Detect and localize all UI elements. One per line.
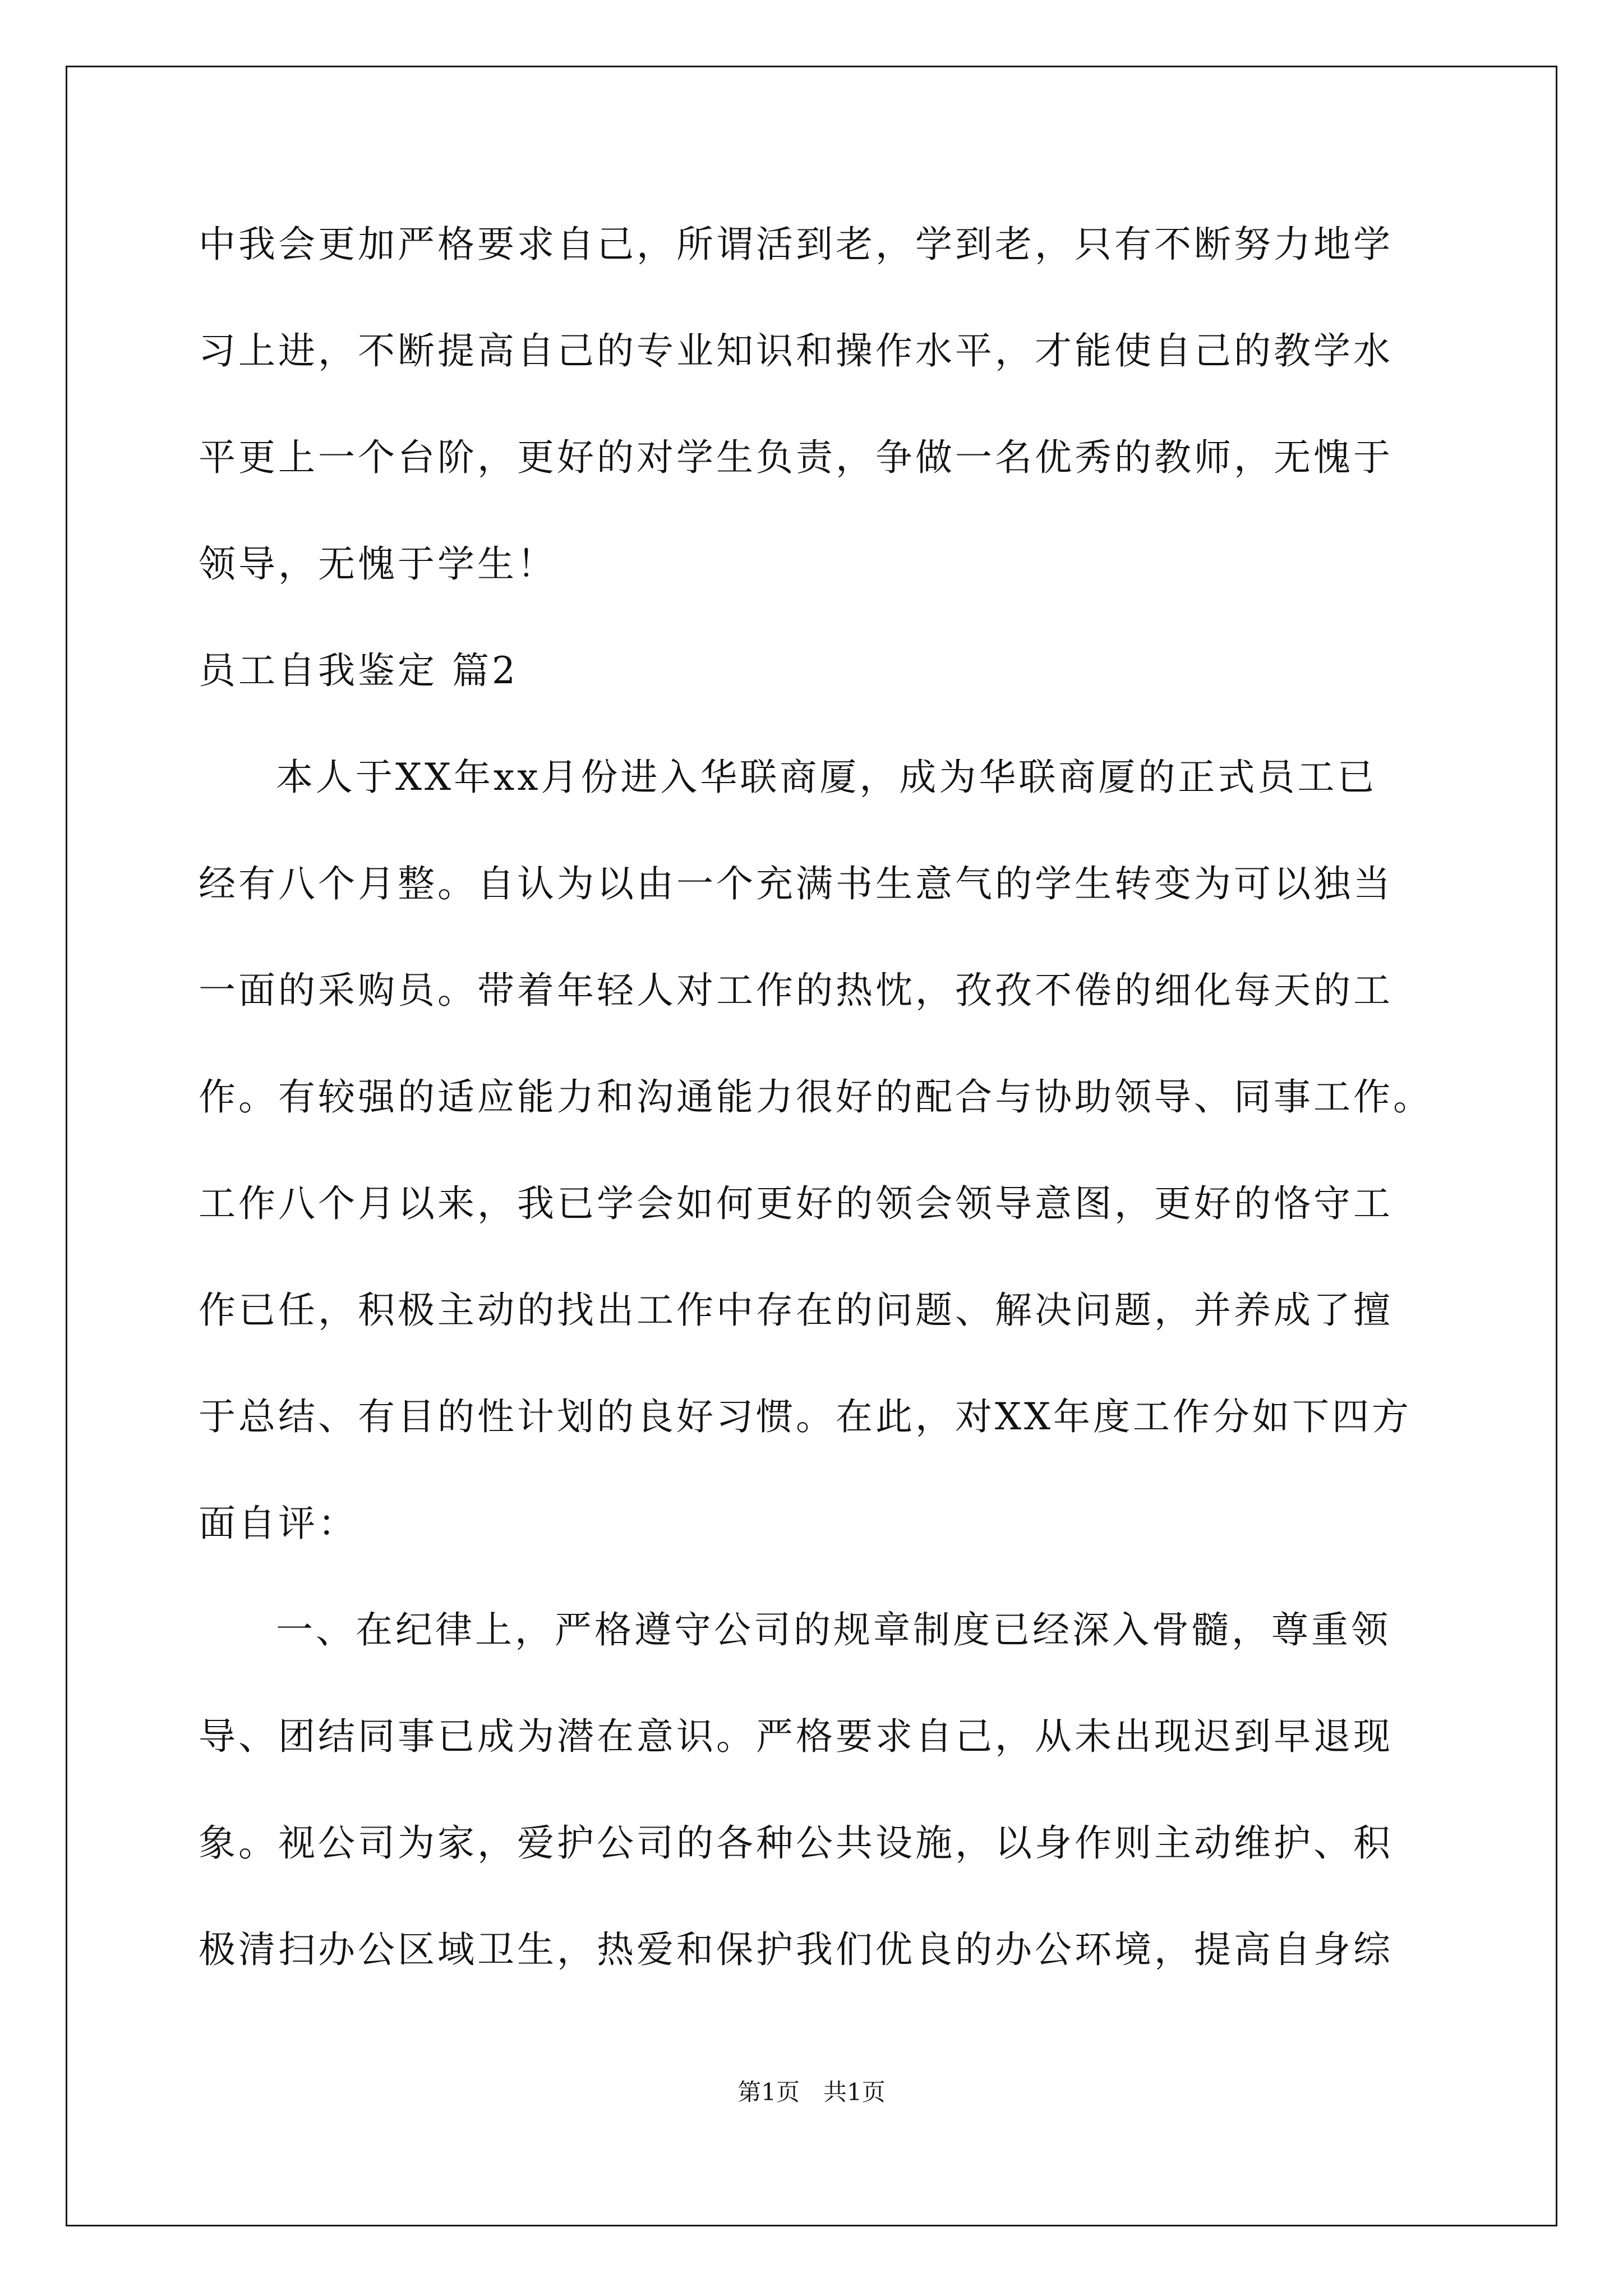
body-text-line: 作。有较强的适应能力和沟通能力很好的配合与协助领导、同事工作。 <box>199 1075 1433 1119</box>
body-text-line: 工作八个月以来，我已学会如何更好的领会领导意图，更好的恪守工 <box>199 1182 1393 1225</box>
page-border <box>66 66 1557 2226</box>
body-text-line: 平更上一个台阶，更好的对学生负责，争做一名优秀的教师，无愧于 <box>199 436 1393 479</box>
body-text-line: 一面的采购员。带着年轻人对工作的热忱，孜孜不倦的细化每天的工 <box>199 969 1393 1012</box>
body-text-line: 一、在纪律上，严格遵守公司的规章制度已经深入骨髓，尊重领 <box>276 1608 1391 1651</box>
body-text-line: 经有八个月整。自认为以由一个充满书生意气的学生转变为可以独当 <box>199 862 1393 905</box>
body-text-line: 本人于XX年xx月份进入华联商厦，成为华联商厦的正式员工已 <box>276 756 1377 799</box>
body-text-line: 中我会更加严格要求自己，所谓活到老，学到老，只有不断努力地学 <box>199 223 1393 266</box>
section-heading: 员工自我鉴定 篇2 <box>199 649 518 692</box>
body-text-line: 习上进，不断提高自己的专业知识和操作水平，才能使自己的教学水 <box>199 329 1393 372</box>
body-text-line: 作已任，积极主动的找出工作中存在的问题、解决问题，并养成了擅 <box>199 1289 1393 1332</box>
body-text-line: 象。视公司为家，爱护公司的各种公共设施，以身作则主动维护、积 <box>199 1821 1393 1865</box>
body-text-line: 领导，无愧于学生！ <box>199 542 557 586</box>
body-text-line: 面自评： <box>199 1502 358 1545</box>
body-text-line: 导、团结同事已成为潜在意识。严格要求自己，从未出现迟到早退现 <box>199 1715 1393 1758</box>
page-footer: 第1页 共1页 <box>737 2078 886 2106</box>
body-text-line: 极清扫办公区域卫生，热爱和保护我们优良的办公环境，提高自身综 <box>199 1928 1393 1971</box>
body-text-line: 于总结、有目的性计划的良好习惯。在此，对XX年度工作分如下四方 <box>199 1395 1412 1438</box>
